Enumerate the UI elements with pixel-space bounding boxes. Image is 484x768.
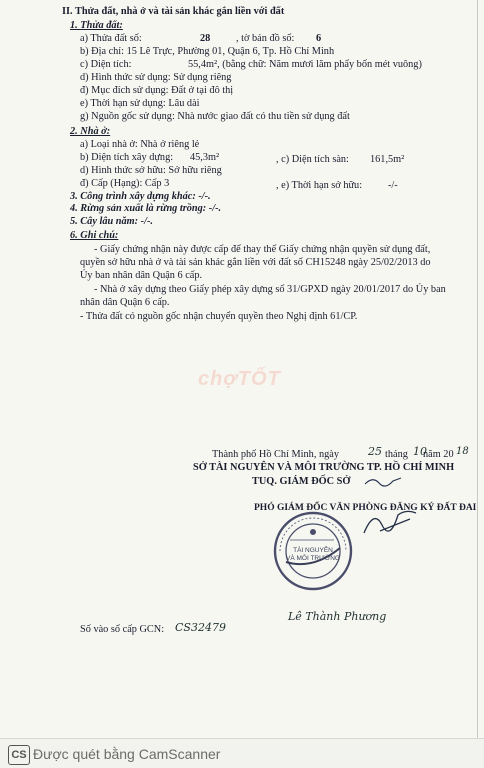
- camscanner-footer: [0, 738, 484, 768]
- house-floor-area-label: , c) Diện tích sàn:: [276, 154, 349, 165]
- house-grade: đ) Cấp (Hạng): Cấp 3: [80, 178, 170, 189]
- signer-name: Lê Thành Phương: [288, 610, 387, 623]
- land-area-value: 55,4m², (bằng chữ: Năm mươi lăm phẩy bốn mét vuông): [188, 59, 422, 70]
- sign-year: 18: [456, 446, 469, 457]
- house-type: a) Loại nhà ở: Nhà ở riêng lẻ: [80, 139, 200, 150]
- perennial-trees: 5. Cây lâu năm: -/-.: [70, 216, 153, 227]
- note-line-6: - Thửa đất có nguồn gốc nhận chuyển quyền theo Nghị định 61/CP.: [80, 311, 358, 322]
- house-build-area-label: b) Diện tích xây dựng:: [80, 152, 174, 163]
- land-usage-purpose: đ) Mục đích sử dụng: Đất ở tại đô thị: [80, 85, 234, 96]
- notes-heading: 6. Ghi chú:: [70, 230, 119, 241]
- note-line-2: quyền sở hữu nhà ở và tài sản khác gắn liền với đất số CH15248 ngày 25/02/2013 do: [80, 257, 431, 268]
- house-ownership: d) Hình thức sở hữu: Sở hữu riêng: [80, 165, 222, 176]
- land-heading: 1. Thửa đất:: [70, 20, 123, 31]
- house-floor-area-value: 161,5m²: [370, 154, 405, 165]
- sign-tuq: TUQ. GIÁM ĐỐC SỞ: [252, 476, 351, 487]
- land-usage-form: d) Hình thức sử dụng: Sử dụng riêng: [80, 72, 232, 83]
- register-label: Số vào sổ cấp GCN:: [80, 624, 165, 635]
- section-title: II. Thửa đất, nhà ở và tài sản khác gắn liền với đất: [62, 6, 285, 17]
- note-line-5: nhân dân Quận 6 cấp.: [80, 297, 170, 308]
- land-usage-term: e) Thời hạn sử dụng: Lâu dài: [80, 98, 200, 109]
- camscanner-logo-icon: CS: [8, 745, 30, 765]
- land-parcel-label: a) Thửa đất số:: [80, 33, 142, 44]
- land-origin: g) Nguồn gốc sử dụng: Nhà nước giao đất có thu tiền sử dụng đất: [80, 111, 350, 122]
- land-address: b) Địa chỉ: 15 Lê Trực, Phường 01, Quận 6, Tp. Hồ Chí Minh: [80, 46, 335, 57]
- house-term-label: , e) Thời hạn sở hữu:: [276, 180, 363, 191]
- house-term-value: -/-: [388, 180, 398, 191]
- sign-month: 10: [413, 445, 427, 458]
- svg-text:VÀ MÔI TRƯỜNG: VÀ MÔI TRƯỜNG: [286, 555, 340, 562]
- sign-year-label: năm 20: [423, 449, 454, 460]
- land-map-label: , tờ bản đồ số:: [236, 33, 295, 44]
- sign-deputy: PHÓ GIÁM ĐỐC VĂN PHÒNG ĐĂNG KÝ ĐẤT ĐAI: [254, 503, 477, 513]
- svg-text:TÀI NGUYÊN: TÀI NGUYÊN: [293, 547, 333, 554]
- note-line-1: - Giấy chứng nhận này được cấp để thay thế Giấy chứng nhận quyền sử dụng đất,: [94, 244, 431, 255]
- watermark-logo: chợTỐT: [198, 368, 281, 390]
- house-build-area-value: 45,3m²: [190, 152, 220, 163]
- sign-date-prefix: Thành phố Hồ Chí Minh, ngày: [212, 449, 339, 460]
- land-area-label: c) Diện tích:: [80, 59, 132, 70]
- signature-scribble-icon: [360, 505, 420, 539]
- note-line-3: Ủy ban nhân dân Quận 6 cấp.: [80, 270, 203, 281]
- page-border: [477, 0, 478, 738]
- camscanner-text: Được quét bằng CamScanner: [33, 746, 221, 762]
- land-parcel-value: 28: [200, 33, 211, 44]
- sign-org: SỞ TÀI NGUYÊN VÀ MÔI TRƯỜNG TP. HỒ CHÍ MINH: [193, 462, 455, 473]
- sign-day: 25: [368, 445, 382, 458]
- production-forest: 4. Rừng sản xuất là rừng trồng: -/-.: [70, 203, 222, 214]
- official-seal-icon: [272, 510, 354, 592]
- note-line-4: - Nhà ở xây dựng theo Giấy phép xây dựng số 31/GPXD ngày 20/01/2017 do Ủy ban: [94, 284, 446, 295]
- other-construction: 3. Công trình xây dựng khác: -/-.: [70, 191, 211, 202]
- sign-month-label: tháng: [385, 449, 408, 460]
- tuq-initial-mark: [363, 474, 403, 488]
- register-value: CS32479: [175, 621, 226, 634]
- land-map-value: 6: [316, 33, 322, 44]
- house-heading: 2. Nhà ở:: [70, 126, 111, 137]
